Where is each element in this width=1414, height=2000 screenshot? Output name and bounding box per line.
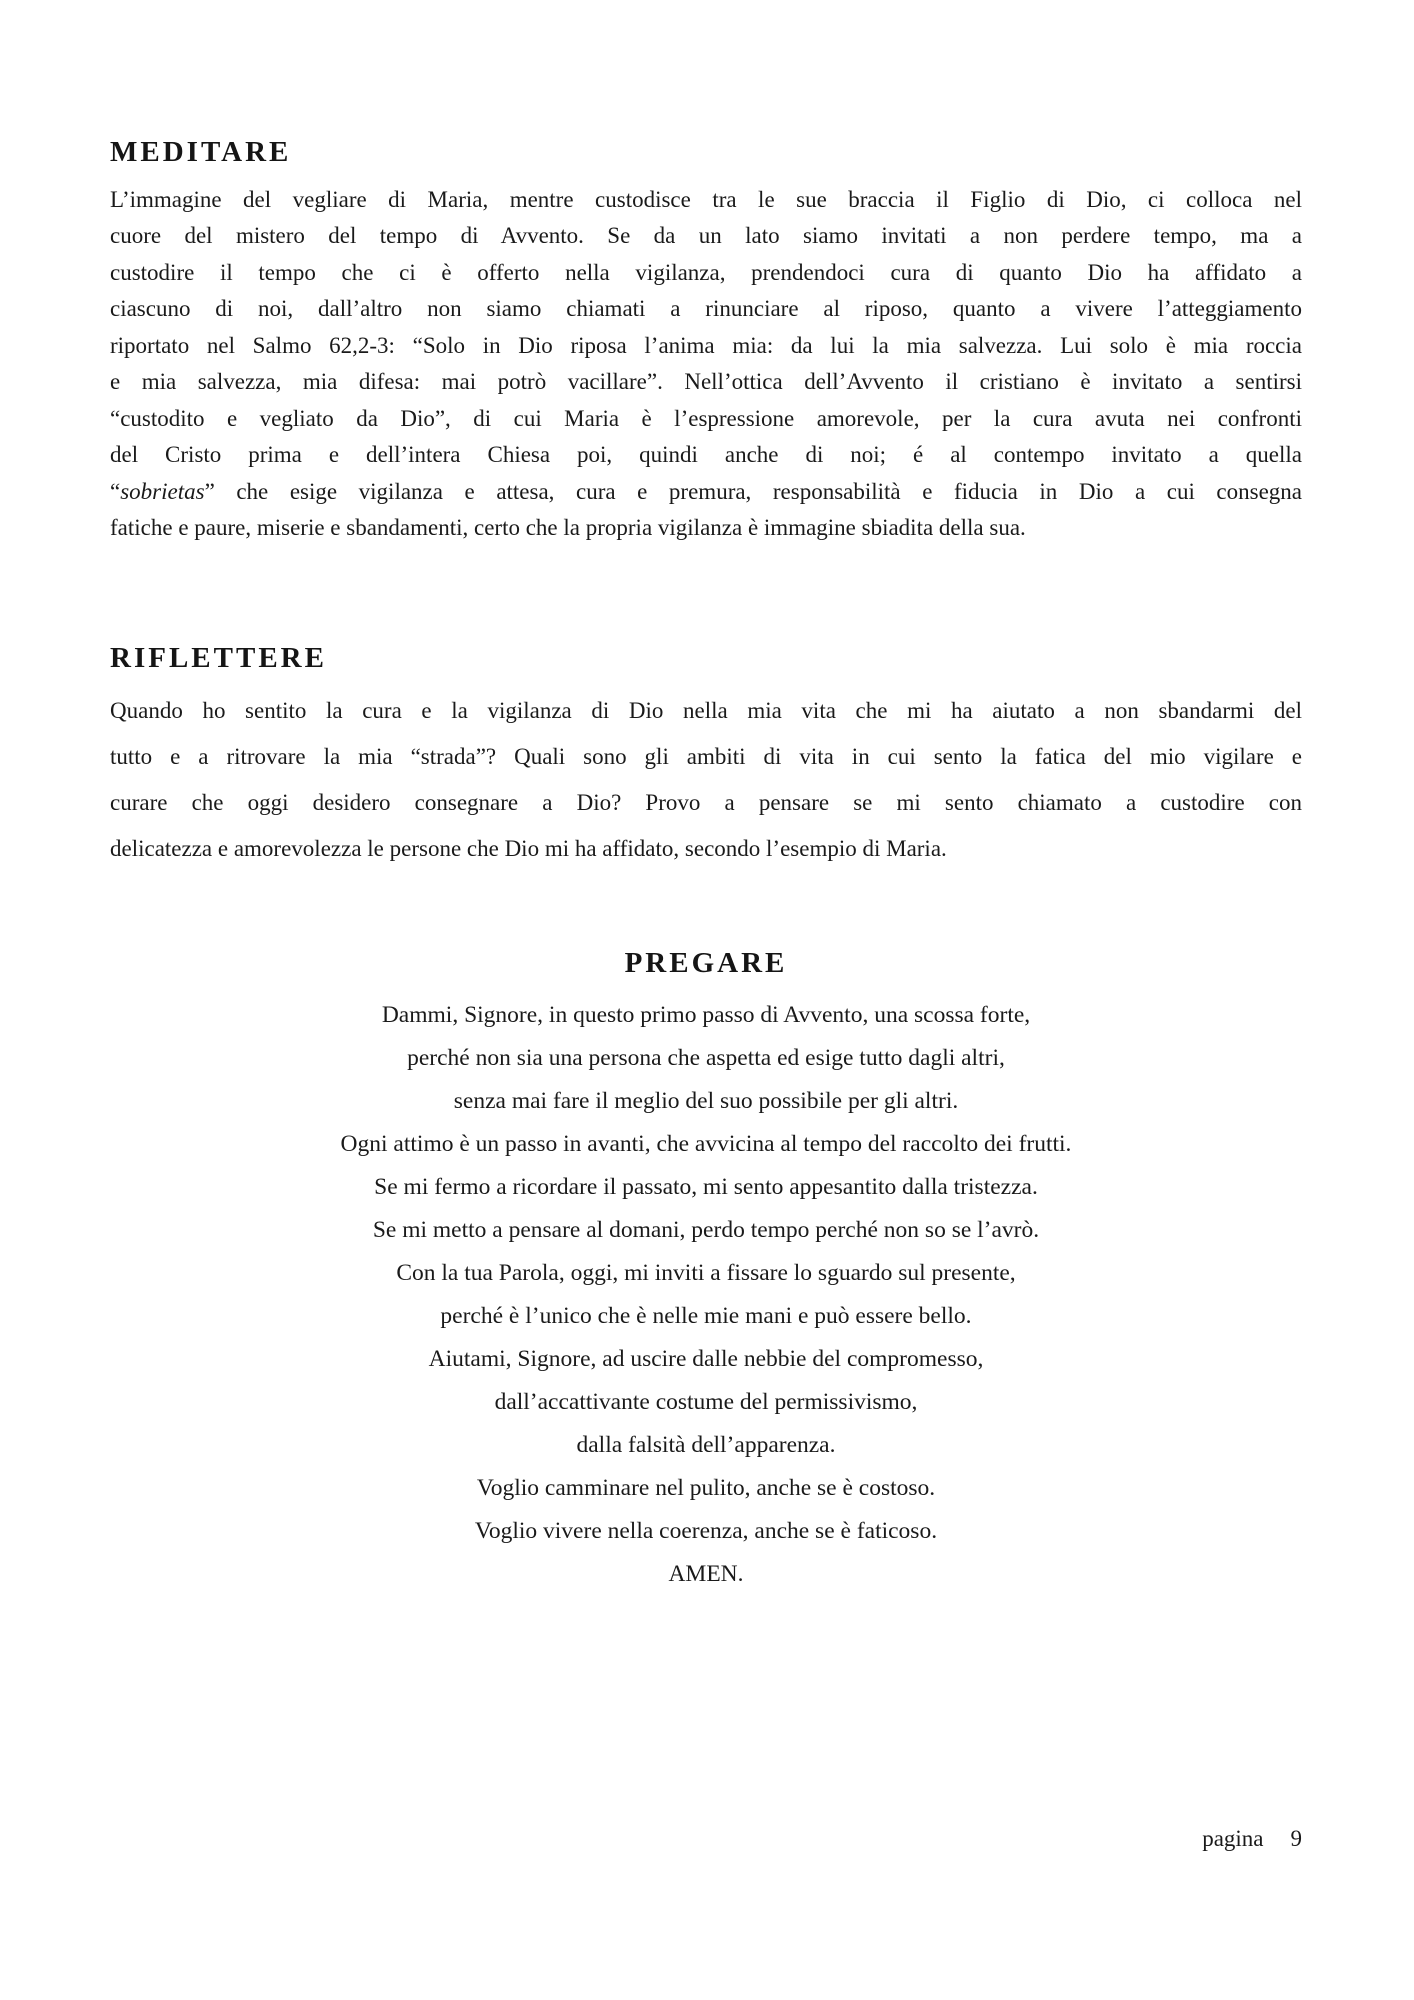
text-line: fatiche e paure, miserie e sbandamenti, certo che la propria vigilanza è immagine sbiadita della sua.	[110, 515, 1026, 541]
text-line: curare che oggi desidero consegnare a Dio? Provo a pensare se mi sento chiamato a custodire con	[110, 789, 1302, 815]
page-number: 9	[1290, 1826, 1302, 1851]
pregare-heading: PREGARE	[624, 946, 788, 979]
text-line: Quando ho sentito la cura e la vigilanza di Dio nella mia vita che mi ha aiutato a non sbandarmi del	[110, 697, 1302, 723]
text-line: L’immagine del vegliare di Maria, mentre custodisce tra le sue braccia il Figlio di Dio, ci colloca nel	[110, 186, 1302, 212]
text-line: Se mi metto a pensare al domani, perdo tempo perché non so se l’avrò.	[372, 1216, 1040, 1243]
text-line: cuore del mistero del tempo di Avvento. Se da un lato siamo invitati a non perdere tempo, ma a	[110, 223, 1302, 249]
text-line: dall’accattivante costume del permissivismo,	[494, 1388, 918, 1415]
text-line: riportato nel Salmo 62,2-3: “Solo in Dio riposa l’anima mia: da lui la mia salvezza. Lui solo è mia roccia	[110, 332, 1302, 358]
section-pregare	[110, 948, 1302, 1596]
meditare-paragraph	[110, 182, 1302, 547]
text-line: perché è l’unico che è nelle mie mani e può essere bello.	[440, 1302, 972, 1329]
footer-label: pagina	[1202, 1826, 1264, 1851]
text-line: AMEN.	[668, 1560, 744, 1587]
riflettere-heading: RIFLETTERE	[110, 641, 327, 674]
text-line: Dammi, Signore, in questo primo passo di Avvento, una scossa forte,	[381, 1001, 1031, 1028]
riflettere-paragraph	[110, 688, 1302, 872]
text-line: Ogni attimo è un passo in avanti, che avvicina al tempo del raccolto dei frutti.	[340, 1130, 1072, 1157]
text-line: Aiutami, Signore, ad uscire dalle nebbie del compromesso,	[428, 1345, 984, 1372]
text-line: “sobrietas” che esige vigilanza e attesa, cura e premura, responsabilità e fiducia in Dio a cui consegna	[110, 478, 1302, 504]
text-line: “custodito e vegliato da Dio”, di cui Maria è l’espressione amorevole, per la cura avuta nei confronti	[110, 405, 1302, 431]
section-meditare	[110, 137, 1302, 547]
text-line: Voglio camminare nel pulito, anche se è costoso.	[476, 1474, 936, 1501]
text-line: del Cristo prima e dell’intera Chiesa poi, quindi anche di noi; é al contempo invitato a quella	[110, 442, 1302, 468]
text-line: ciascuno di noi, dall’altro non siamo chiamati a rinunciare al riposo, quanto a vivere l’atteggiamento	[110, 296, 1302, 322]
meditare-heading: MEDITARE	[110, 136, 292, 168]
text-line: perché non sia una persona che aspetta ed esige tutto dagli altri,	[407, 1044, 1005, 1071]
text-line: custodire il tempo che ci è offerto nella vigilanza, prendendoci cura di quanto Dio ha affidato a	[110, 259, 1302, 285]
section-riflettere	[110, 643, 1302, 872]
text-line: senza mai fare il meglio del suo possibile per gli altri.	[453, 1087, 959, 1114]
text-line: tutto e a ritrovare la mia “strada”? Quali sono gli ambiti di vita in cui sento la fatica del mio vigilare e	[110, 743, 1302, 769]
text-line: Se mi fermo a ricordare il passato, mi sento appesantito dalla tristezza.	[374, 1173, 1038, 1200]
text-line: delicatezza e amorevolezza le persone che Dio mi ha affidato, secondo l’esempio di Maria.	[110, 835, 947, 861]
pregare-prayer	[110, 994, 1302, 1596]
text-line: dalla falsità dell’apparenza.	[576, 1431, 836, 1458]
text-line: e mia salvezza, mia difesa: mai potrò vacillare”. Nell’ottica dell’Avvento il cristiano è invitato a sentirsi	[110, 369, 1302, 395]
text-line: Voglio vivere nella coerenza, anche se è faticoso.	[474, 1517, 938, 1544]
page-footer	[1202, 1826, 1302, 1852]
text-line: Con la tua Parola, oggi, mi inviti a fissare lo sguardo sul presente,	[396, 1259, 1016, 1286]
